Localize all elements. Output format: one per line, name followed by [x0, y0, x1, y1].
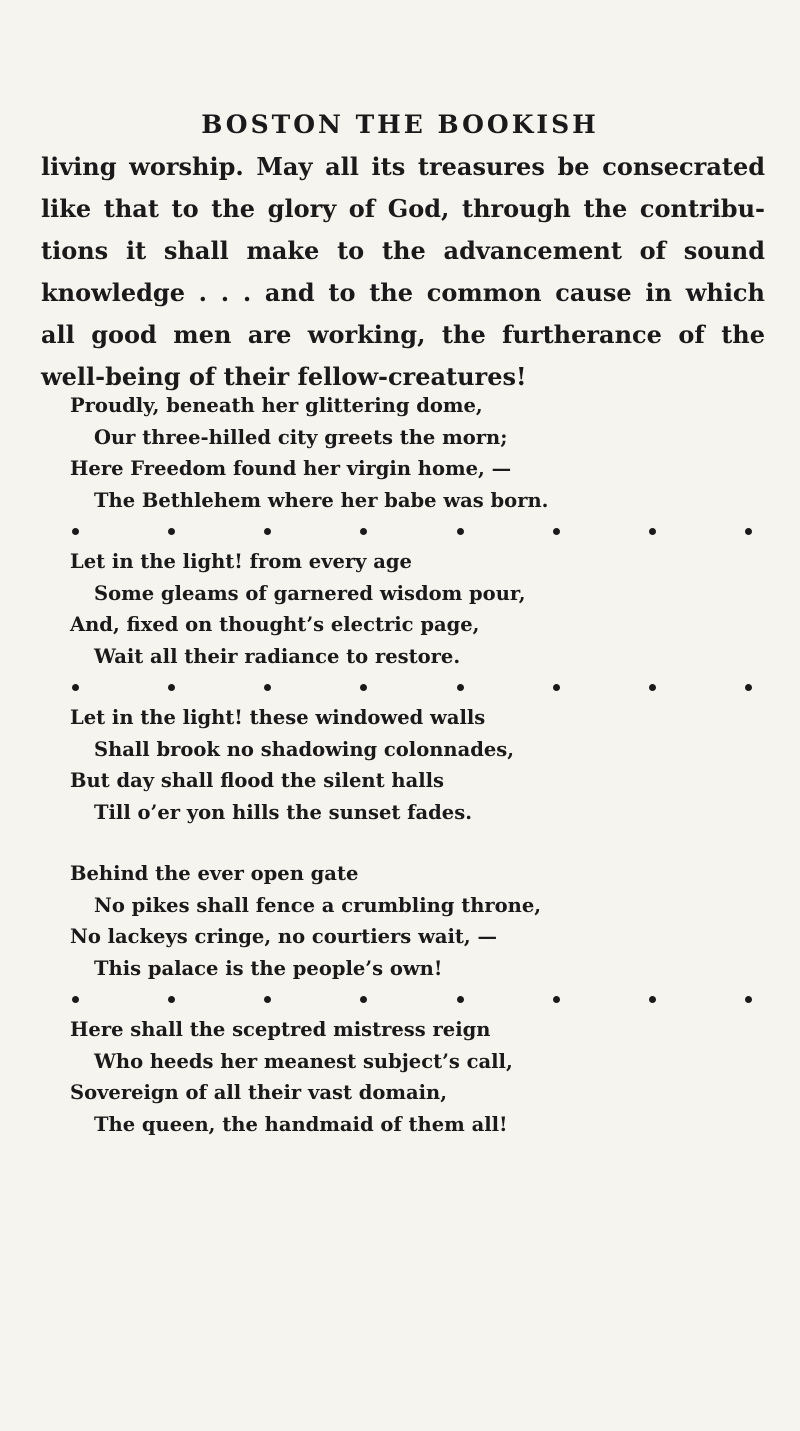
verse-line: And, fixed on thought’s electric page, [70, 613, 480, 636]
dot [553, 996, 560, 1003]
running-head: BOSTON THE BOOKISH [201, 110, 599, 139]
verse-line: Here Freedom found her virgin home, — [70, 457, 512, 480]
verse-line: Behind the ever open gate [70, 862, 359, 885]
dot [553, 528, 560, 535]
dot [553, 684, 560, 691]
stanza-5 [70, 1014, 770, 1140]
verse-line: Let in the light! these windowed walls [70, 706, 486, 729]
prose-line: tions it shall make to the advancement of sound [41, 236, 765, 265]
stanza-gap [70, 828, 770, 858]
prose-line: well-being of their fellow-creatures! [41, 362, 527, 391]
verse-line: Here shall the sceptred mistress reign [70, 1018, 491, 1041]
prose-line: all good men are working, the furtherance of the [41, 320, 765, 349]
stanza-3 [70, 702, 770, 828]
stanza-1 [70, 390, 770, 516]
verse-line: Some gleams of garnered wisdom pour, [94, 581, 526, 605]
dot [168, 528, 175, 535]
dot [457, 684, 464, 691]
dot [360, 684, 367, 691]
dot [264, 996, 271, 1003]
verse-line: Who heeds her meanest subject’s call, [94, 1049, 513, 1073]
dot [168, 684, 175, 691]
dot [649, 528, 656, 535]
dot [360, 996, 367, 1003]
verse-line: The queen, the handmaid of them all! [94, 1112, 508, 1136]
verse-line: Till o’er yon hills the sunset fades. [94, 800, 472, 824]
stanza-2 [70, 546, 770, 672]
prose-line: knowledge . . . and to the common cause in which [41, 278, 765, 307]
poem [70, 390, 770, 1140]
verse-line: But day shall flood the silent halls [70, 769, 445, 792]
ellipsis-dots [70, 984, 752, 1014]
verse-line: Proudly, beneath her glittering dome, [70, 394, 483, 417]
dot [745, 684, 752, 691]
ellipsis-dots [70, 672, 752, 702]
dot [745, 996, 752, 1003]
dot [264, 528, 271, 535]
dot [745, 528, 752, 535]
dot [457, 996, 464, 1003]
verse-line: Let in the light! from every age [70, 550, 412, 573]
verse-line: Our three-hilled city greets the morn; [94, 425, 508, 449]
verse-line: This palace is the people’s own! [94, 956, 443, 980]
verse-line: The Bethlehem where her babe was born. [94, 488, 549, 512]
dot [168, 996, 175, 1003]
verse-line: Sovereign of all their vast domain, [70, 1081, 448, 1104]
dot [72, 684, 79, 691]
prose-line: like that to the glory of God, through the contribu- [41, 194, 765, 223]
verse-line: No lackeys cringe, no courtiers wait, — [70, 925, 497, 948]
stanza-4 [70, 858, 770, 984]
dot [72, 996, 79, 1003]
prose-paragraph [41, 146, 765, 398]
dot [360, 528, 367, 535]
verse-line: Wait all their radiance to restore. [94, 644, 461, 668]
ellipsis-dots [70, 516, 752, 546]
prose-line: living worship. May all its treasures be consecrated [41, 152, 765, 181]
dot [457, 528, 464, 535]
verse-line: Shall brook no shadowing colonnades, [94, 737, 515, 761]
dot [72, 528, 79, 535]
verse-line: No pikes shall fence a crumbling throne, [94, 893, 542, 917]
dot [649, 684, 656, 691]
dot [264, 684, 271, 691]
dot [649, 996, 656, 1003]
